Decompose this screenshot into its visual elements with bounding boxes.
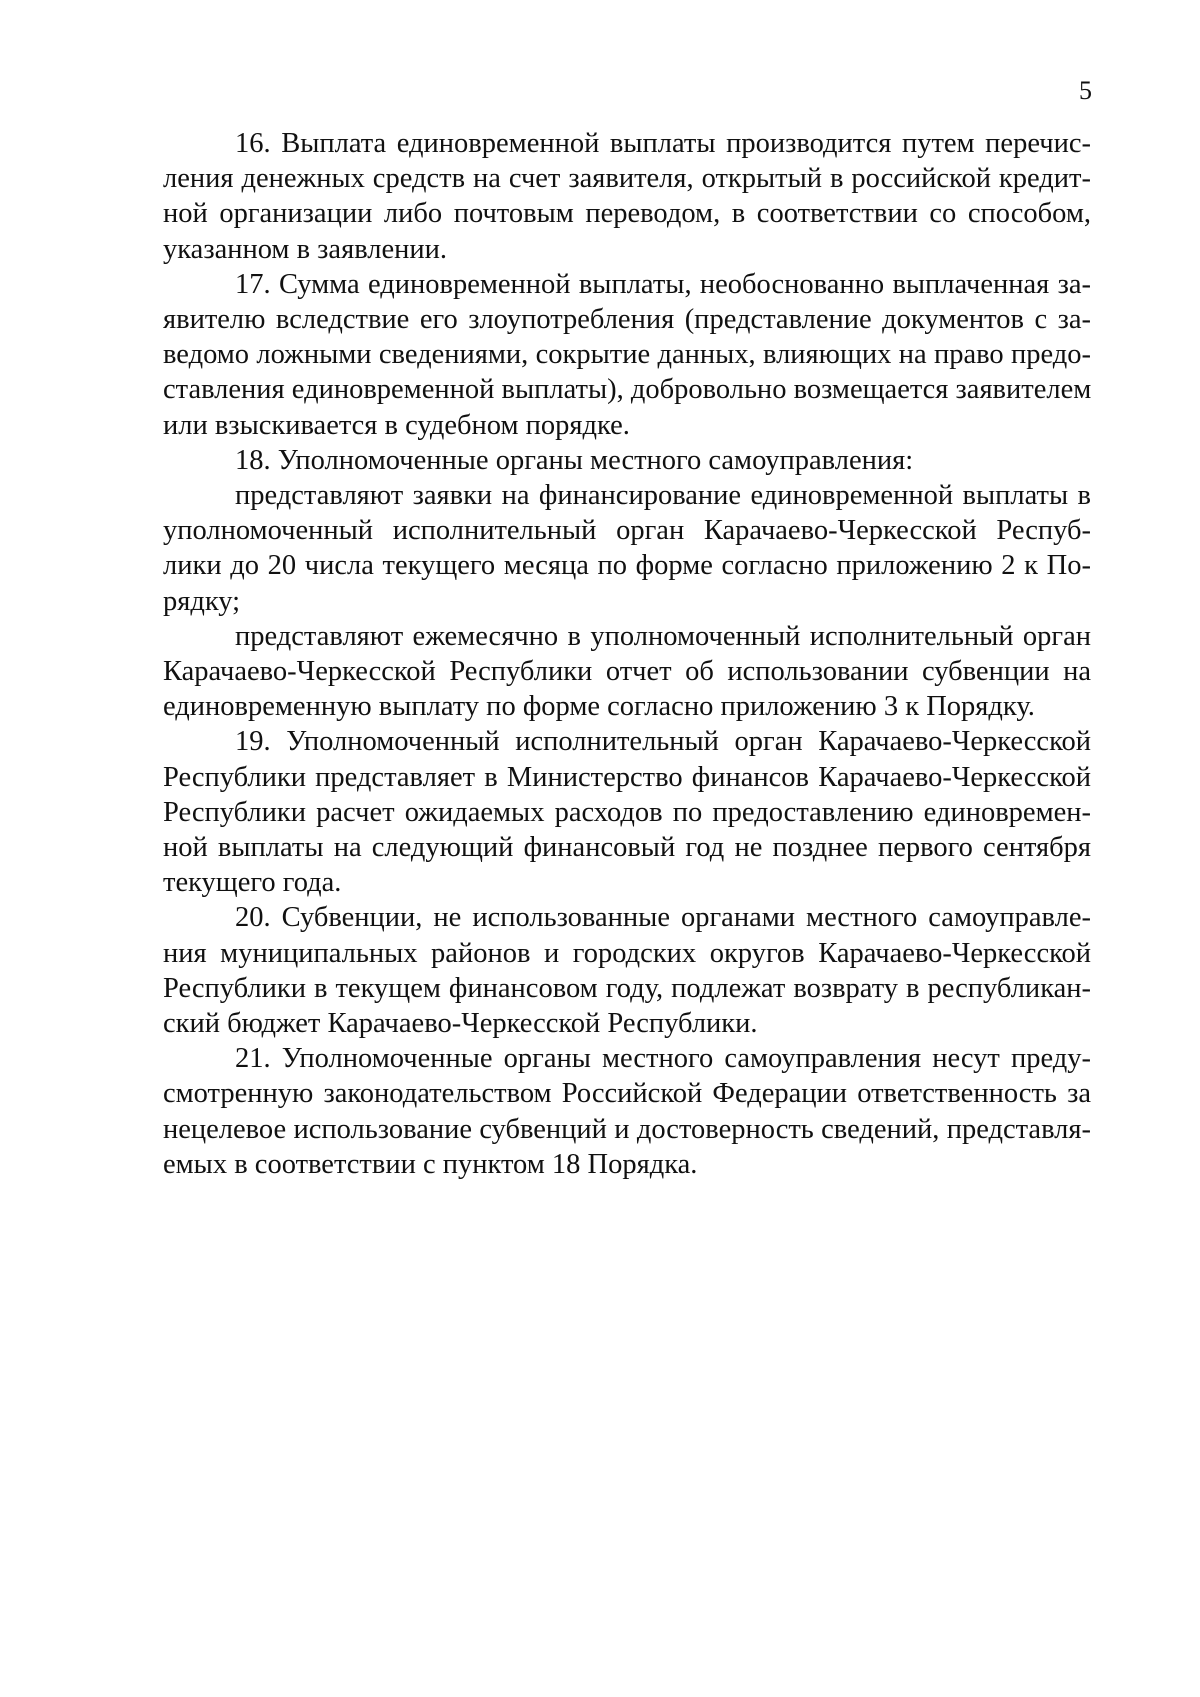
text-line: ставления единовременной выплаты), добровольно возмещается заявителем	[163, 374, 1091, 406]
paragraph-18-item-1	[163, 478, 1091, 619]
paragraph-18-item-2	[163, 619, 1091, 725]
text-line: ления денежных средств на счет заявителя, открытый в российской кредит-	[163, 163, 1091, 195]
paragraph-16	[163, 126, 1091, 267]
text-line: нецелевое использование субвенций и достоверность сведений, представля-	[163, 1113, 1091, 1145]
text-line: Республики представляет в Министерство финансов Карачаево-Черкесской	[163, 761, 1091, 793]
text-line: емых в соответствии с пунктом 18 Порядка.	[163, 1148, 698, 1180]
text-line: ния муниципальных районов и городских округов Карачаево-Черкесской	[163, 937, 1091, 969]
text-line: указанном в заявлении.	[163, 233, 448, 265]
text-line: уполномоченный исполнительный орган Карачаево-Черкесской Респуб-	[163, 515, 1091, 547]
text-line: единовременную выплату по форме согласно приложению 3 к Порядку.	[163, 691, 1035, 723]
text-line: явителю вследствие его злоупотребления (представление документов с за-	[163, 304, 1091, 336]
page-number: 5	[1079, 76, 1092, 105]
text-line: 19. Уполномоченный исполнительный орган Карачаево-Черкесской	[235, 726, 1091, 758]
paragraph-21	[163, 1041, 1091, 1182]
text-line: 18. Уполномоченные органы местного самоуправления:	[235, 444, 914, 476]
text-line: 16. Выплата единовременной выплаты производится путем перечис-	[235, 128, 1091, 159]
document-body	[163, 126, 1091, 1182]
text-line: Республики расчет ожидаемых расходов по предоставлению единовремен-	[163, 796, 1091, 828]
paragraph-19	[163, 724, 1091, 900]
text-line: ной организации либо почтовым переводом, в соответствии со способом,	[163, 198, 1091, 230]
paragraph-20	[163, 900, 1091, 1041]
text-line: Карачаево-Черкесской Республики отчет об использовании субвенции на	[163, 656, 1091, 688]
text-line: 20. Субвенции, не использованные органами местного самоуправле-	[235, 902, 1091, 934]
text-line: ский бюджет Карачаево-Черкесской Республики.	[163, 1008, 758, 1040]
text-line: ведомо ложными сведениями, сокрытие данных, влияющих на право предо-	[163, 339, 1091, 371]
text-line: текущего года.	[163, 867, 342, 899]
text-line: лики до 20 числа текущего месяца по форме согласно приложению 2 к По-	[163, 550, 1091, 582]
text-line: представляют ежемесячно в уполномоченный исполнительный орган	[235, 620, 1091, 652]
text-line: ной выплаты на следующий финансовый год не позднее первого сентября	[163, 832, 1091, 864]
text-line: или взыскивается в судебном порядке.	[163, 409, 630, 441]
text-line: 17. Сумма единовременной выплаты, необоснованно выплаченная за-	[235, 268, 1091, 300]
text-line: рядку;	[163, 585, 241, 617]
text-line: 21. Уполномоченные органы местного самоуправления несут преду-	[235, 1043, 1091, 1075]
text-line: смотренную законодательством Российской Федерации ответственность за	[163, 1078, 1091, 1110]
text-line: представляют заявки на финансирование единовременной выплаты в	[235, 480, 1091, 512]
paragraph-18	[163, 443, 1091, 478]
text-line: Республики в текущем финансовом году, подлежат возврату в республикан-	[163, 972, 1091, 1004]
paragraph-17	[163, 267, 1091, 443]
